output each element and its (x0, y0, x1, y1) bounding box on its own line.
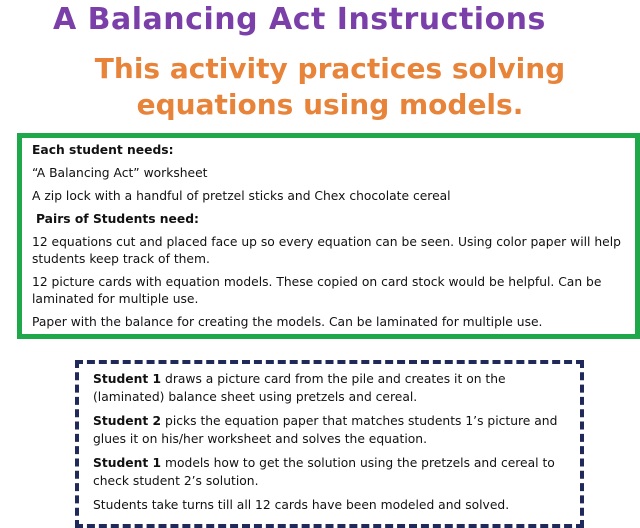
student-need-item: “A Balancing Act” worksheet (32, 166, 208, 180)
student-needs-heading: Each student needs: (32, 143, 174, 157)
step-text: picks the equation paper that matches students 1’s picture and glues it on his/her worksheet and solves the equation. (93, 414, 558, 446)
pairs-need-item: 12 equations cut and placed face up so every equation can be seen. Using color paper will help students keep track of them. (32, 235, 621, 266)
procedure-box (75, 360, 584, 528)
step-lead: Student 2 (93, 414, 162, 428)
procedure-step (93, 496, 570, 514)
step-text: draws a picture card from the pile and creates it on the (laminated) balance sheet using pretzels and cereal. (93, 372, 506, 404)
pairs-need-item: 12 picture cards with equation models. These copied on card stock would be helpful. Can be laminated for multiple use. (32, 275, 602, 306)
student-need-item: A zip lock with a handful of pretzel sticks and Chex chocolate cereal (32, 189, 451, 203)
procedure-step (93, 370, 570, 406)
procedure-step (93, 412, 570, 448)
subtitle-line-1: This activity practices solving (94, 52, 566, 85)
subtitle-line-2: equations using models. (136, 88, 524, 121)
pairs-needs-heading: Pairs of Students need: (36, 212, 199, 226)
materials-box (17, 133, 640, 339)
procedure-step (93, 454, 570, 490)
step-text: models how to get the solution using the pretzels and cereal to check student 2’s solution. (93, 456, 555, 488)
pairs-need-item: Paper with the balance for creating the models. Can be laminated for multiple use. (32, 315, 543, 329)
step-lead: Student 1 (93, 372, 162, 386)
page-title: A Balancing Act Instructions (53, 2, 546, 37)
step-text: Students take turns till all 12 cards have been modeled and solved. (93, 498, 510, 512)
step-lead: Student 1 (93, 456, 162, 470)
